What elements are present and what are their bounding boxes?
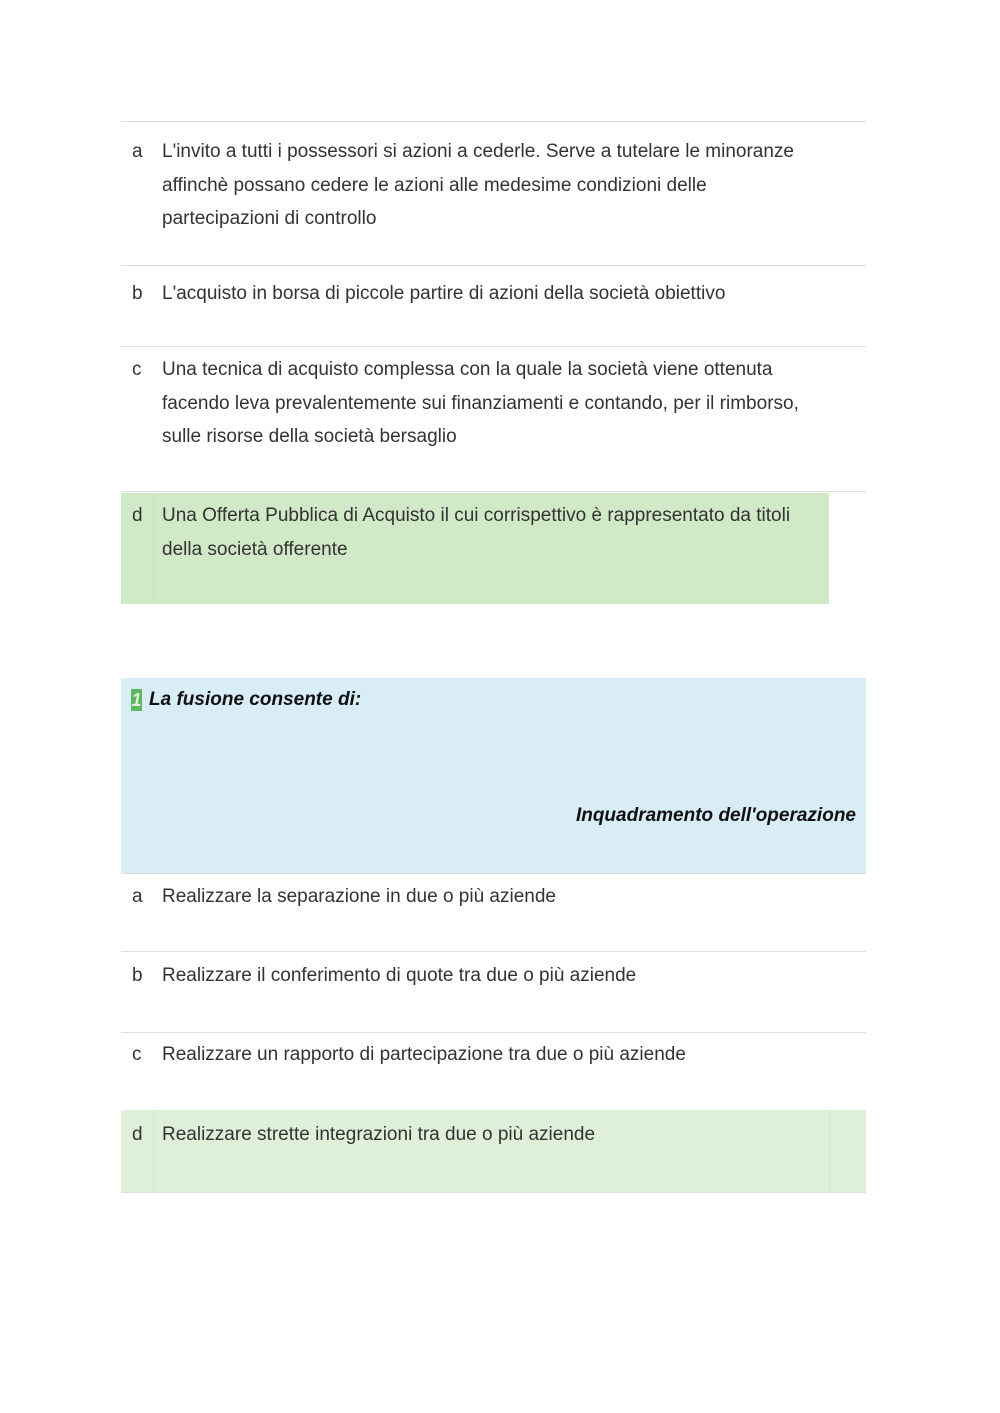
option-text: Una Offerta Pubblica di Acquisto il cui corrispettivo è rappresentato da titoli della società offerente bbox=[162, 505, 791, 560]
question-number-badge: 1 bbox=[131, 690, 142, 710]
option-row-a[interactable] bbox=[121, 122, 866, 265]
option-letter: d bbox=[132, 1124, 143, 1145]
option-row-c[interactable] bbox=[121, 347, 866, 491]
option-letter: d bbox=[132, 505, 143, 526]
right-column-divider bbox=[829, 1110, 830, 1192]
option-text: Realizzare il conferimento di quote tra due o più aziende bbox=[162, 965, 637, 986]
question-header bbox=[121, 678, 866, 873]
question-text: La fusione consente di: bbox=[149, 689, 362, 710]
option-row-d-correct[interactable] bbox=[121, 493, 829, 604]
option-text: L'invito a tutti i possessori si azioni a cederle. Serve a tutelare le minoranze affinchè possano cedere le azioni alle medesime condizioni delle partecipazioni di controllo bbox=[162, 141, 795, 229]
option-row-d-correct[interactable] bbox=[121, 1110, 866, 1192]
option-row-c[interactable] bbox=[121, 1033, 866, 1110]
option-text: Realizzare la separazione in due o più aziende bbox=[162, 886, 556, 907]
option-row-b[interactable] bbox=[121, 952, 866, 1032]
option-text: Una tecnica di acquisto complessa con la quale la società viene ottenuta facendo leva prevalentemente sui finanziamenti e contando, per il rimborso, sulle risorse della società bersaglio bbox=[162, 359, 799, 447]
option-row-b[interactable] bbox=[121, 268, 866, 346]
option-row-a[interactable] bbox=[121, 874, 866, 951]
option-letter: c bbox=[132, 359, 142, 380]
divider bbox=[121, 491, 866, 492]
option-text: Realizzare un rapporto di partecipazione tra due o più aziende bbox=[162, 1044, 686, 1065]
divider bbox=[121, 1192, 866, 1193]
option-letter: b bbox=[132, 283, 143, 304]
option-text: L'acquisto in borsa di piccole partire di azioni della società obiettivo bbox=[162, 283, 726, 304]
option-letter: b bbox=[132, 965, 143, 986]
option-letter: c bbox=[132, 1044, 142, 1065]
option-letter: a bbox=[132, 886, 143, 907]
option-letter: a bbox=[132, 141, 143, 162]
divider bbox=[121, 265, 866, 266]
question-topic: Inquadramento dell'operazione bbox=[575, 805, 856, 826]
option-text: Realizzare strette integrazioni tra due o più aziende bbox=[162, 1124, 596, 1145]
